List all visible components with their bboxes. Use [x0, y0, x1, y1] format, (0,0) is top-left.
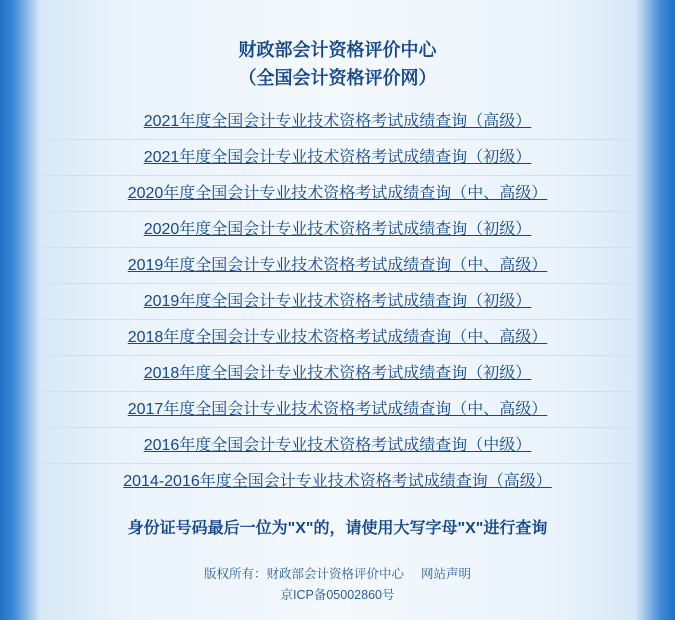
title-line-2: （全国会计资格评价网）	[238, 68, 437, 88]
query-link-2014-2016-advanced[interactable]: 2014-2016年度全国会计专业技术资格考试成绩查询（高级）	[123, 473, 552, 490]
list-item[interactable]	[44, 356, 631, 392]
query-link-2017-intermediate-advanced[interactable]: 2017年度全国会计专业技术资格考试成绩查询（中、高级）	[127, 401, 548, 418]
footer-site-statement-link[interactable]: 网站声明	[420, 567, 471, 581]
list-item[interactable]	[44, 428, 631, 464]
list-item[interactable]	[44, 104, 631, 140]
id-card-notice: 身份证号码最后一位为"X"的，请使用大写字母"X"进行查询	[127, 520, 548, 537]
list-item[interactable]	[44, 212, 631, 248]
content-panel	[14, 0, 661, 620]
footer-copyright: 版权所有：财政部会计资格评价中心	[204, 567, 405, 581]
list-item[interactable]	[44, 248, 631, 284]
query-link-list	[44, 104, 631, 499]
query-link-2021-primary[interactable]: 2021年度全国会计专业技术资格考试成绩查询（初级）	[143, 149, 532, 166]
query-link-2020-intermediate-advanced[interactable]: 2020年度全国会计专业技术资格考试成绩查询（中、高级）	[127, 185, 548, 202]
list-item[interactable]	[44, 392, 631, 428]
query-link-2019-primary[interactable]: 2019年度全国会计专业技术资格考试成绩查询（初级）	[143, 293, 532, 310]
query-link-2018-intermediate-advanced[interactable]: 2018年度全国会计专业技术资格考试成绩查询（中、高级）	[127, 329, 548, 346]
list-item[interactable]	[44, 284, 631, 320]
page-title	[44, 0, 631, 92]
list-item[interactable]	[44, 464, 631, 499]
query-link-2019-intermediate-advanced[interactable]: 2019年度全国会计专业技术资格考试成绩查询（中、高级）	[127, 257, 548, 274]
title-line-1: 财政部会计资格评价中心	[238, 40, 437, 60]
query-link-2018-primary[interactable]: 2018年度全国会计专业技术资格考试成绩查询（初级）	[143, 365, 532, 382]
query-link-2016-intermediate[interactable]: 2016年度全国会计专业技术资格考试成绩查询（中级）	[143, 437, 532, 454]
footer-line-1	[44, 564, 631, 585]
footer-icp-link[interactable]: 京ICP备05002860号	[280, 588, 395, 602]
footer-line-2	[44, 585, 631, 606]
list-item[interactable]	[44, 140, 631, 176]
footer	[44, 564, 631, 606]
list-item[interactable]	[44, 320, 631, 356]
query-link-2020-primary[interactable]: 2020年度全国会计专业技术资格考试成绩查询（初级）	[143, 221, 532, 238]
query-link-2021-advanced[interactable]: 2021年度全国会计专业技术资格考试成绩查询（高级）	[143, 113, 532, 130]
list-item[interactable]	[44, 176, 631, 212]
